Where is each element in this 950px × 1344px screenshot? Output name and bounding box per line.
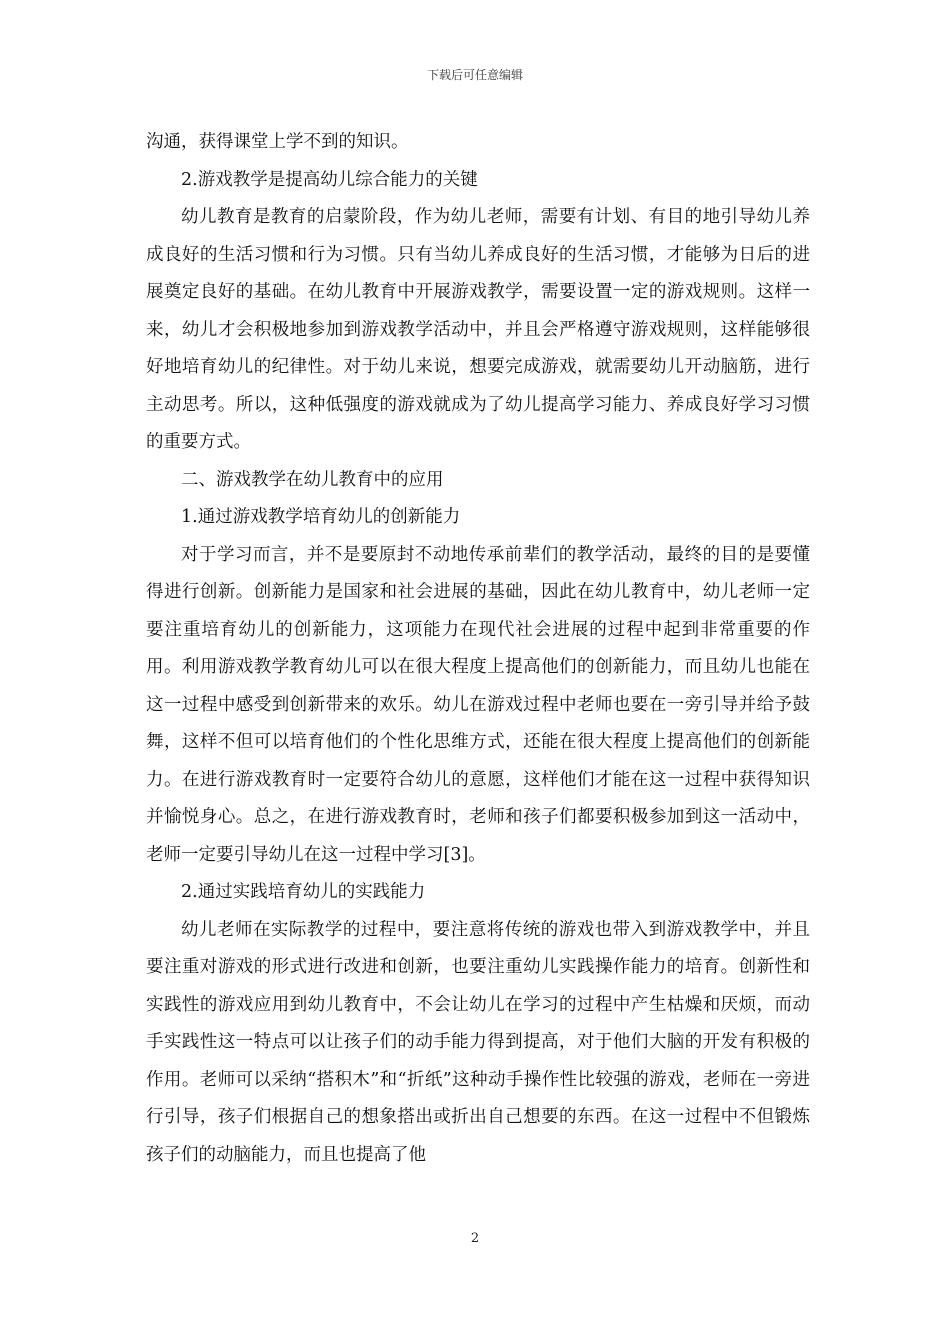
paragraph: 幼儿老师在实际教学的过程中，要注意将传统的游戏也带入到游戏教学中，并且要注重对游戏的形式进行改进和创新，也要注重幼儿实践操作能力的培育。创新性和实践性的游戏应用到幼儿教育中，不会让幼儿在学习的过程中产生枯燥和厌烦，而动手实践性这一特点可以让孩子们的动手能力得到提高，对于他们大脑的开发有积极的作用。老师可以采纳“搭积木”和“折纸”这种动手操作性比较强的游戏，老师在一旁进行引导，孩子们根据自己的想象搭出或折出自己想要的东西。在这一过程中不但锻炼孩子们的动脑能力，而且也提高了他 <box>146 919 810 1165</box>
section-heading: 2.通过实践培育幼儿的实践能力 <box>181 882 426 902</box>
page-number: 2 <box>470 1231 480 1246</box>
section-heading: 2.游戏教学是提高幼儿综合能力的关键 <box>181 169 478 190</box>
body-text <box>146 124 810 1174</box>
page-header: 下载后可任意编辑 <box>426 68 523 82</box>
section-heading: 1.通过游戏教学培育幼儿的创新能力 <box>181 507 461 527</box>
paragraph: 幼儿教育是教育的启蒙阶段，作为幼儿老师，需要有计划、有目的地引导幼儿养成良好的生活习惯和行为习惯。只有当幼儿养成良好的生活习惯，才能够为日后的进展奠定良好的基础。在幼儿教育中开展游戏教学，需要设置一定的游戏规则。这样一来，幼儿才会积极地参加到游戏教学活动中，并且会严格遵守游戏规则，这样能够很好地培育幼儿的纪律性。对于幼儿来说，想要完成游戏，就需要幼儿开动脑筋，进行主动思考。所以，这种低强度的游戏就成为了幼儿提高学习能力、养成良好学习习惯的重要方式。 <box>146 207 810 452</box>
section-heading: 二、游戏教学在幼儿教育中的应用 <box>181 469 444 490</box>
paragraph: 对于学习而言，并不是要原封不动地传承前辈们的教学活动，最终的目的是要懂得进行创新。创新能力是国家和社会进展的基础，因此在幼儿教育中，幼儿老师一定要注重培育幼儿的创新能力，这项能力在现代社会进展的过程中起到非常重要的作用。利用游戏教学教育幼儿可以在很大程度上提高他们的创新能力，而且幼儿也能在这一过程中感受到创新带来的欢乐。幼儿在游戏过程中老师也要在一旁引导并给予鼓舞，这样不但可以培育他们的个性化思维方式，还能在很大程度上提高他们的创新能力。在进行游戏教育时一定要符合幼儿的意愿，这样他们才能在这一过程中获得知识并愉悦身心。总之，在进行游戏教育时，老师和孩子们都要积极参加到这一活动中，老师一定要引导幼儿在这一过程中学习[3]。 <box>146 544 810 865</box>
paragraph: 沟通，获得课堂上学不到的知识。 <box>146 132 409 152</box>
